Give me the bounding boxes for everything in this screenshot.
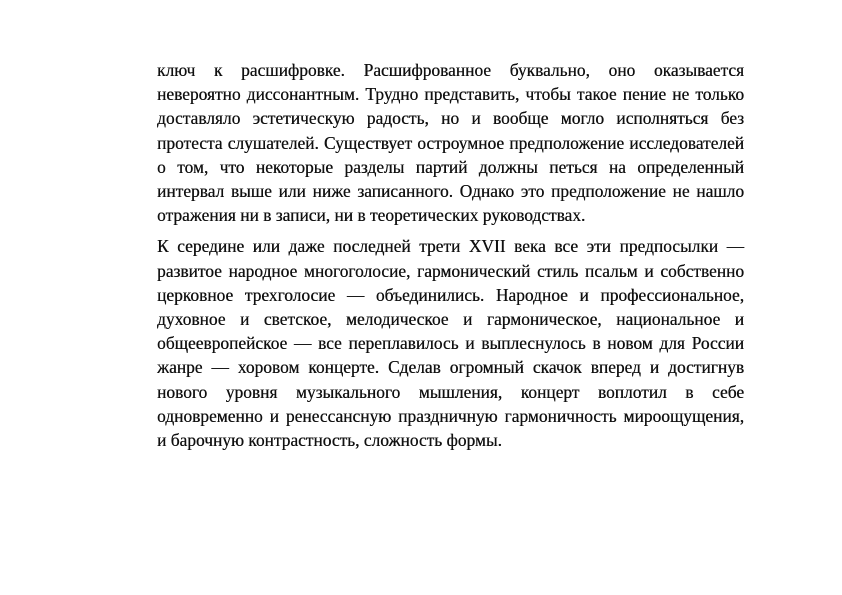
body-text [157,58,744,452]
paragraph-2: К середине или даже последней трети XVII века все эти предпосылки — развитое народное многоголосие, гармонический стиль псальм и собственно церковное трехголосие — объединились. Народное и профессиональное, духовное и светское, мелодическое и гармоническое, национальное и общеевропейское — все переплавилось и выплеснулось в новом для России жанре — хоровом концерте. Сделав огромный скачок вперед и достигнув нового уровня музыкального мышления, концерт воплотил в себе одновременно и ренессансную праздничную гармоничность мироощущения, и барочную контрастность, сложность формы. [157,236,744,451]
paragraph-1: ключ к расшифровке. Расшифрованное буквально, оно оказывается невероятно диссонантным. Трудно представить, чтобы такое пение не только доставляло эстетическую радость, но и вообще могло исполняться без протеста слушателей. Существует остроумное предположение исследователей о том, что некоторые разделы партий должны петься на определенный интервал выше или ниже записанного. Однако это предположение не нашло отражения ни в записи, ни в теоретических руководствах. [157,60,744,226]
